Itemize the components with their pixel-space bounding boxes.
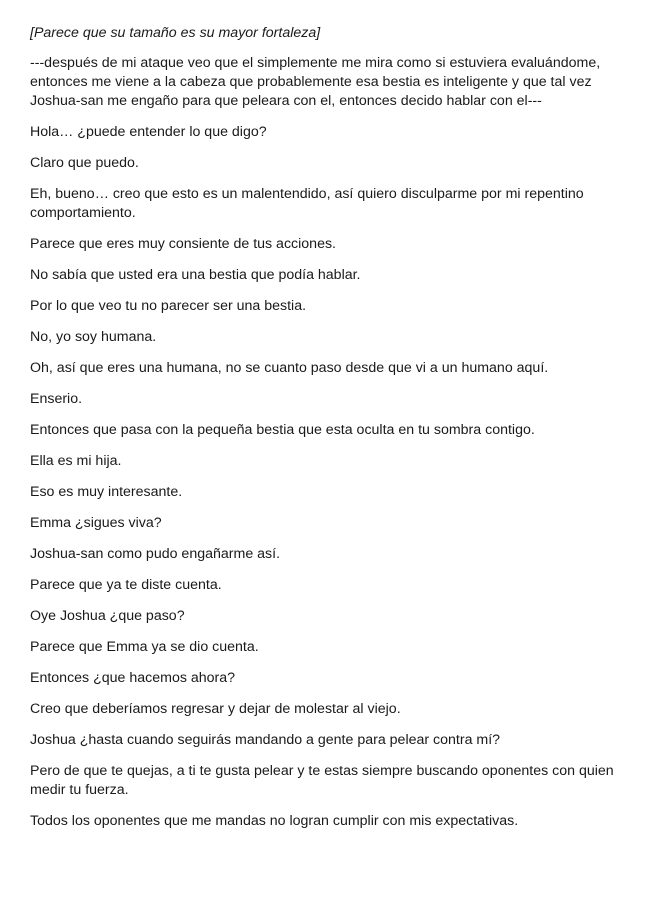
dialogue-line: Eh, bueno… creo que esto es un malentendido, así quiero disculparme por mi repentino comportamiento.: [30, 186, 584, 221]
dialogue-line: Ella es mi hija.: [30, 453, 122, 469]
dialogue-line: No sabía que usted era una bestia que podía hablar.: [30, 267, 361, 283]
dialogue-line: Joshua ¿hasta cuando seguirás mandando a gente para pelear contra mí?: [30, 732, 501, 748]
dialogue-line: Emma ¿sigues viva?: [30, 515, 162, 531]
dialogue-line: Eso es muy interesante.: [30, 484, 183, 500]
dialogue-line: Hola… ¿puede entender lo que digo?: [30, 124, 267, 140]
dialogue-line: Pero de que te quejas, a ti te gusta pelear y te estas siempre buscando oponentes con quien medir tu fuerza.: [30, 763, 614, 798]
dialogue-line: Parece que Emma ya se dio cuenta.: [30, 639, 259, 655]
dialogue-line: Claro que puedo.: [30, 155, 139, 171]
dialogue-line: No, yo soy humana.: [30, 329, 157, 345]
dialogue-line: Enserio.: [30, 391, 83, 407]
dialogue-line: Por lo que veo tu no parecer ser una bestia.: [30, 298, 307, 314]
dialogue-line: Oye Joshua ¿que paso?: [30, 608, 185, 624]
dialogue-line: Entonces que pasa con la pequeña bestia que esta oculta en tu sombra contigo.: [30, 422, 535, 438]
dialogue-line: Todos los oponentes que me mandas no logran cumplir con mis expectativas.: [30, 813, 519, 829]
narration-paragraph: ---después de mi ataque veo que el simplemente me mira como si estuviera evaluándome, entonces me viene a la cabeza que probablemente esa bestia es inteligente y que tal vez Joshua-san me engaño para que peleara con el, entonces decido hablar con el---: [30, 55, 601, 109]
dialogue-line: Creo que deberíamos regresar y dejar de molestar al viejo.: [30, 701, 401, 717]
dialogue-line: Entonces ¿que hacemos ahora?: [30, 670, 236, 686]
dialogue-line: Oh, así que eres una humana, no se cuanto paso desde que vi a un humano aquí.: [30, 360, 549, 376]
dialogue-line: Parece que ya te diste cuenta.: [30, 577, 222, 593]
scene-heading: [Parece que su tamaño es su mayor fortaleza]: [30, 25, 321, 41]
dialogue-line: Joshua-san como pudo engañarme así.: [30, 546, 281, 562]
dialogue-line: Parece que eres muy consiente de tus acciones.: [30, 236, 336, 252]
